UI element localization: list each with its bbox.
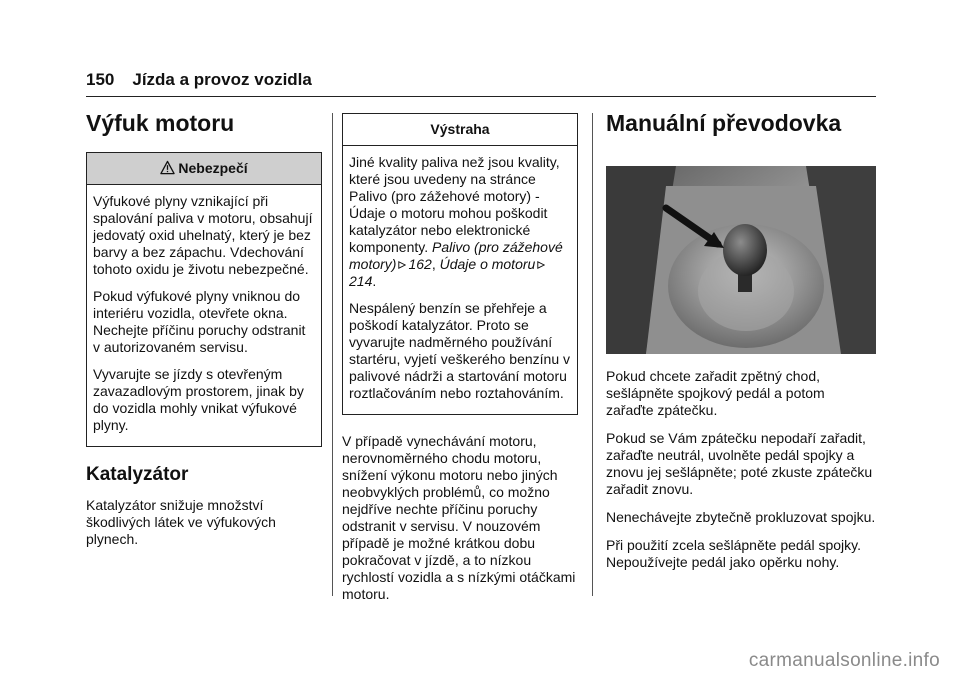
warning-box	[342, 113, 578, 415]
misfire-text: V případě vynechávání motoru, nerovnoměrného chodu motoru, snížení výkonu motoru nebo jiných neobvyklých problémů, co možno nejdříve nechte příčinu poruchy odstranit v servisu. V nouzovém případě je možné krátkou dobu pokračovat v jízdě, a to nízkou rychlostí vozidla a s nízkými otáčkami motoru.	[342, 433, 576, 602]
gear-shifter-photo	[606, 166, 876, 354]
reference-page-engine[interactable]: 214	[349, 273, 373, 289]
section-title: Jízda a provoz vozidla	[132, 70, 312, 89]
gearbox-paragraph-2: Pokud se Vám zpátečku nepodaří zařadit, zařaďte neutrál, uvolněte pedál spojky a znovu jej sešlápněte; poté zkuste zpátečku zařadit znovu.	[606, 430, 873, 497]
column-divider-1	[332, 113, 333, 596]
header-rule	[86, 96, 876, 97]
page-reference-icon	[537, 261, 545, 269]
catalyst-title: Katalyzátor	[86, 464, 189, 485]
reference-link-fuel[interactable]: Palivo (pro zážehové motory)	[349, 239, 563, 272]
warning-box-body	[343, 146, 577, 414]
column-warning	[342, 113, 578, 613]
gearbox-title: Manuální převodovka	[606, 110, 842, 136]
danger-box-body	[87, 185, 321, 446]
danger-paragraph-2: Pokud výfukové plyny vniknou do interiéru vozidla, otevřete okna. Nechejte příčinu poruchy odstranit v autorizovaném servisu.	[93, 288, 306, 355]
danger-box	[86, 152, 322, 447]
reference-link-engine[interactable]: Údaje o motoru	[439, 256, 536, 272]
warning-paragraph-1: Jiné kvality paliva než jsou kvality, které jsou uvedeny na stránce Palivo (pro zážehové motory) - Údaje o motoru mohou poškodit katalyzátor nebo elektronické komponenty. Palivo (pro zážehové motory) 162, Údaje o motoru214.	[349, 154, 563, 289]
page-header	[86, 70, 312, 90]
catalyst-text: Katalyzátor snižuje množství škodlivých látek ve výfukových plynech.	[86, 497, 276, 547]
danger-paragraph-3: Vyvarujte se jízdy s otevřeným zavazadlovým prostorem, jinak by do vozidla mohly vnikat výfukové plyny.	[93, 366, 304, 433]
warning-triangle-icon	[160, 160, 175, 175]
column-divider-2	[592, 113, 593, 596]
danger-paragraph-1: Výfukové plyny vznikající při spalování paliva v motoru, obsahují jedovatý oxid uhelnatý, který je bez barvy a bez zápachu. Vdechování tohoto oxidu je životu nebezpečné.	[93, 193, 313, 277]
column-exhaust	[86, 108, 322, 558]
page-number: 150	[86, 70, 115, 89]
reference-page-fuel[interactable]: 162	[408, 256, 432, 272]
warning-paragraph-2: Nespálený benzín se přehřeje a poškodí katalyzátor. Proto se vyvarujte nadměrného používání startéru, vyjetí veškerého benzínu v palivové nádrži a startování motoru roztlačováním nebo roztahováním.	[349, 300, 570, 401]
gearbox-paragraph-4: Při použití zcela sešlápněte pedál spojky. Nepoužívejte pedál jako opěrku nohy.	[606, 537, 861, 570]
warning-box-header: Výstraha	[343, 114, 577, 146]
watermark: carmanualsonline.info	[748, 650, 940, 671]
page-reference-icon	[398, 261, 406, 269]
column-manual-gearbox	[606, 108, 876, 582]
gearbox-paragraph-1: Pokud chcete zařadit zpětný chod, sešlápněte spojkový pedál a potom zařaďte zpátečku.	[606, 368, 825, 418]
exhaust-title: Výfuk motoru	[86, 110, 235, 136]
gearbox-paragraph-3: Nenechávejte zbytečně prokluzovat spojku.	[606, 509, 876, 525]
danger-label: Nebezpečí	[178, 160, 248, 176]
danger-box-header	[87, 153, 321, 185]
